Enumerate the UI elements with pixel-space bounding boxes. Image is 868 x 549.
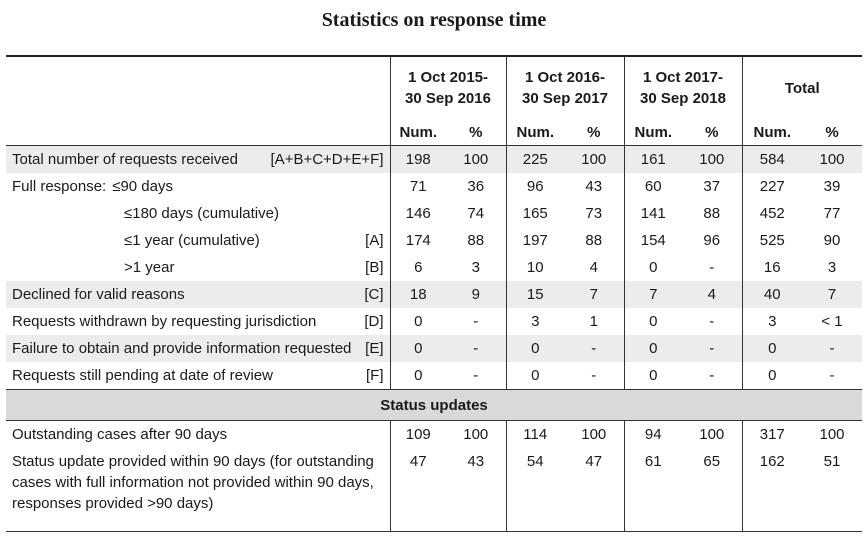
row-label [6, 308, 390, 335]
row-label [6, 227, 390, 254]
period-header-1 [506, 56, 624, 119]
cell: 3 [471, 259, 480, 276]
cell: 4 [589, 259, 598, 276]
cell: 77 [823, 205, 841, 222]
row-label [6, 281, 390, 308]
period-0-line1: 1 Oct 2015- [407, 69, 489, 86]
row-label [6, 200, 390, 227]
row-label [6, 173, 390, 200]
cell: - [473, 367, 479, 384]
cell: 51 [802, 448, 862, 532]
num-header: Num. [742, 119, 802, 146]
cell: 65 [682, 448, 742, 532]
cell: 54 [506, 448, 564, 532]
row-label-text: Total number of requests received [12, 151, 238, 168]
status-rows [6, 421, 862, 532]
cell: 88 [703, 205, 721, 222]
cell: - [709, 259, 715, 276]
period-0-line2: 30 Sep 2016 [405, 90, 491, 107]
cell: 43 [446, 448, 506, 532]
cell: 114 [506, 421, 564, 449]
cell: 96 [506, 173, 564, 200]
cell: 7 [624, 281, 682, 308]
cell: 4 [682, 281, 742, 308]
pct-header: % [446, 119, 506, 146]
pct-header: % [682, 119, 742, 146]
cell: 3 [827, 259, 837, 276]
cell: 18 [390, 281, 446, 308]
cell: 7 [802, 281, 862, 308]
cell: 0 [624, 308, 682, 335]
cell: 0 [624, 362, 682, 390]
cell: - [446, 335, 506, 362]
cell: - [829, 367, 835, 384]
cell: 9 [446, 281, 506, 308]
cell: 73 [585, 205, 603, 222]
cell: 174 [390, 227, 446, 254]
cell: 225 [506, 146, 564, 174]
row-label [6, 335, 390, 362]
cell: 3 [742, 308, 802, 335]
cell: 100 [446, 146, 506, 174]
cell: - [802, 335, 862, 362]
total-header: Total [742, 56, 862, 119]
cell: 100 [819, 426, 845, 443]
pct-header: % [802, 119, 862, 146]
row-label: Status update provided within 90 days (for outstanding cases with full information not provided within 90 days, responses provided >90 days) [6, 448, 390, 532]
cell: 0 [390, 308, 446, 335]
table-row [6, 281, 862, 308]
row-code: [E] [365, 340, 384, 357]
cell: 0 [390, 362, 446, 390]
table-row [6, 227, 862, 254]
row-label-text: Declined for valid reasons [12, 286, 185, 303]
cell: 141 [624, 200, 682, 227]
cell: 162 [742, 448, 802, 532]
cell: 94 [624, 421, 682, 449]
cell: 10 [506, 254, 564, 281]
row-label-sub: ≤90 days [112, 178, 173, 195]
main-rows [6, 146, 862, 390]
status-updates-title: Status updates [6, 390, 862, 421]
row-code: [A+B+C+D+E+F] [270, 151, 384, 168]
num-header: Num. [624, 119, 682, 146]
cell: 100 [564, 146, 624, 174]
row-label-text: Requests still pending at date of review [12, 367, 273, 384]
cell: 0 [506, 335, 564, 362]
cell: 15 [506, 281, 564, 308]
cell: 100 [802, 146, 862, 174]
header-row-periods [6, 56, 862, 119]
cell: 16 [742, 254, 802, 281]
cell: 154 [624, 227, 682, 254]
period-1-line1: 1 Oct 2016- [524, 69, 606, 86]
row-label-text: Full response: [12, 178, 107, 195]
cell: - [709, 367, 715, 384]
cell: 47 [390, 448, 446, 532]
cell: 165 [506, 200, 564, 227]
cell: 100 [682, 146, 742, 174]
cell: 37 [703, 178, 721, 195]
table-row [6, 308, 862, 335]
cell: 0 [742, 362, 802, 390]
cell: 7 [564, 281, 624, 308]
cell: 161 [624, 146, 682, 174]
cell: 0 [390, 335, 446, 362]
row-label-text: Failure to obtain and provide information requested [12, 340, 352, 357]
cell: 100 [581, 426, 607, 443]
cell: - [591, 367, 597, 384]
cell: - [682, 335, 742, 362]
cell: - [473, 313, 479, 330]
cell: < 1 [821, 313, 843, 330]
cell: 96 [703, 232, 721, 249]
cell: 88 [585, 232, 603, 249]
cell: 100 [699, 426, 725, 443]
cell: 100 [463, 426, 489, 443]
row-code: [A] [365, 232, 384, 249]
table-row [6, 362, 862, 390]
row-code: [D] [364, 313, 384, 330]
row-label [6, 146, 390, 174]
period-header-2 [624, 56, 742, 119]
header-row-units [6, 119, 862, 146]
period-2-line2: 30 Sep 2018 [640, 90, 726, 107]
cell: 198 [390, 146, 446, 174]
cell: - [564, 335, 624, 362]
row-code: [F] [366, 367, 384, 384]
status-updates-header [6, 390, 862, 421]
cell: 0 [742, 335, 802, 362]
row-label-text: Requests withdrawn by requesting jurisdiction [12, 313, 317, 330]
cell: 0 [624, 335, 682, 362]
cell: 584 [742, 146, 802, 174]
cell: 452 [742, 200, 802, 227]
table-row [6, 254, 862, 281]
period-1-line2: 30 Sep 2017 [522, 90, 608, 107]
cell: 74 [467, 205, 485, 222]
num-header: Num. [506, 119, 564, 146]
cell: 146 [390, 200, 446, 227]
header-blank-2 [6, 119, 390, 146]
cell: 88 [467, 232, 485, 249]
table-row [6, 421, 862, 449]
period-2-line1: 1 Oct 2017- [642, 69, 724, 86]
header-blank [6, 56, 390, 119]
cell: 317 [742, 421, 802, 449]
table-row [6, 146, 862, 174]
cell: 525 [742, 227, 802, 254]
row-label-text: ≤1 year (cumulative) [124, 232, 260, 249]
cell: 61 [624, 448, 682, 532]
period-header-0 [390, 56, 506, 119]
row-label [6, 254, 390, 281]
cell: 3 [506, 308, 564, 335]
response-time-table [6, 55, 862, 532]
cell: 0 [624, 254, 682, 281]
cell: 109 [390, 421, 446, 449]
row-label-text: >1 year [124, 259, 175, 276]
row-label-text: ≤180 days (cumulative) [124, 205, 279, 222]
cell: 36 [467, 178, 485, 195]
cell: 227 [742, 173, 802, 200]
num-header: Num. [390, 119, 446, 146]
table-row [6, 335, 862, 362]
cell: 197 [506, 227, 564, 254]
cell: - [709, 313, 715, 330]
table-row [6, 448, 862, 532]
cell: 47 [564, 448, 624, 532]
cell: 40 [742, 281, 802, 308]
cell: 43 [585, 178, 603, 195]
pct-header: % [564, 119, 624, 146]
page-title: Statistics on response time [321, 9, 547, 31]
table-row [6, 173, 862, 200]
cell: 6 [390, 254, 446, 281]
cell: 0 [506, 362, 564, 390]
cell: 90 [823, 232, 841, 249]
row-label [6, 362, 390, 390]
cell: 60 [624, 173, 682, 200]
row-code: [C] [364, 286, 384, 303]
cell: 71 [390, 173, 446, 200]
row-label: Outstanding cases after 90 days [12, 426, 228, 443]
row-code: [B] [365, 259, 384, 276]
cell: 39 [823, 178, 841, 195]
table-row [6, 200, 862, 227]
cell: 1 [589, 313, 598, 330]
